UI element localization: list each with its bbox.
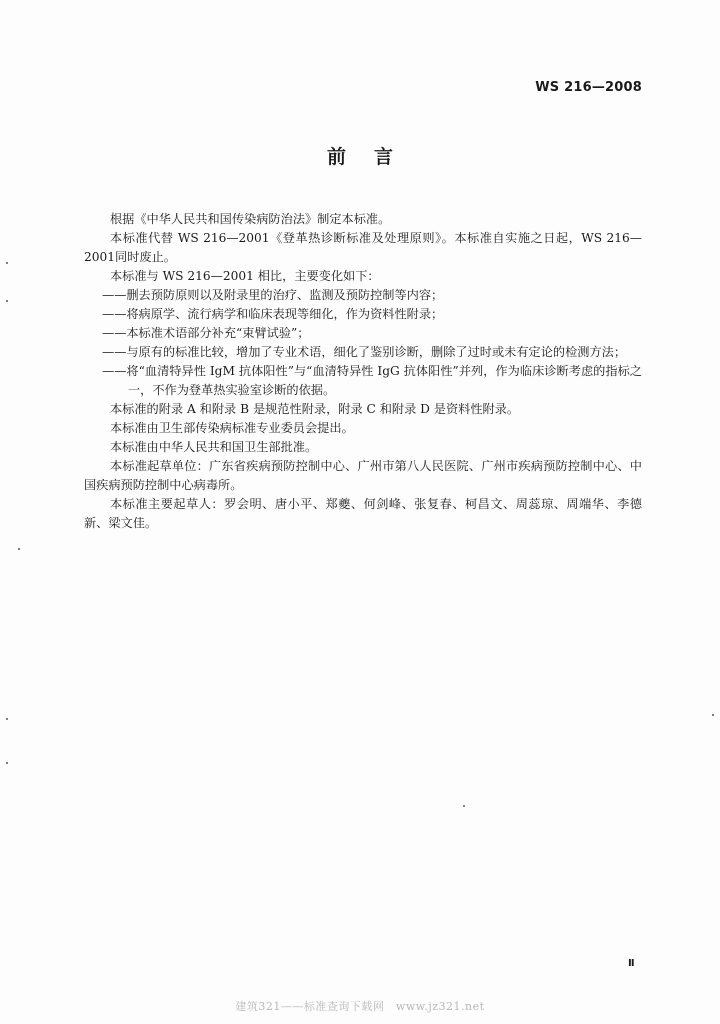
paragraph-approver: 本标准由中华人民共和国卫生部批准。 — [110, 440, 318, 454]
paragraph-replacement: 本标准代替 WS 216—2001《登革热诊断标准及处理原则》。本标准自实施之日起，WS 216—2001同时废止。 — [84, 231, 642, 264]
paragraph-appendix: 本标准的附录 A 和附录 B 是规范性附录，附录 C 和附录 D 是资料性附录。 — [110, 402, 520, 416]
watermark: 建筑321——标准查询下载网 www.jz321.net — [235, 1000, 485, 1013]
change-item: ——将病原学、流行病学和临床表现等细化，作为资料性附录； — [102, 307, 444, 321]
scan-speck — [6, 300, 8, 302]
scan-speck — [6, 718, 8, 720]
change-item: ——本标准术语部分补充“束臂试验”； — [102, 326, 310, 340]
paragraph-proposer: 本标准由卫生部传染病标准专业委员会提出。 — [110, 421, 354, 435]
scan-speck — [463, 805, 465, 807]
page-number: Ⅱ — [628, 958, 635, 969]
change-item: ——将“血清特异性 IgM 抗体阳性”与“血清特异性 IgG 抗体阳性”并列，作为临床诊断考虑的指标之一，不作为登革热实验室诊断的依据。 — [102, 364, 642, 397]
standard-code: WS 216—2008 — [535, 80, 642, 95]
paragraph-drafting-units: 本标准起草单位：广东省疾病预防控制中心、广州市第八人民医院、广州市疾病预防控制中心、中国疾病预防控制中心病毒所。 — [84, 459, 642, 492]
page-title: 前言 — [326, 146, 421, 168]
scan-speck — [18, 548, 20, 550]
foreword-body — [84, 210, 642, 533]
scan-speck — [712, 714, 714, 716]
change-item: ——删去预防原则以及附录里的治疗、监测及预防控制等内容； — [102, 288, 444, 302]
scan-speck — [6, 262, 8, 264]
paragraph-changes-intro: 本标准与 WS 216—2001 相比，主要变化如下： — [110, 269, 380, 283]
change-item: ——与原有的标准比较，增加了专业术语，细化了鉴别诊断，删除了过时或未有定论的检测方法； — [102, 345, 627, 359]
scan-speck — [6, 762, 8, 764]
paragraph-basis: 根据《中华人民共和国传染病防治法》制定本标准。 — [110, 212, 391, 226]
paragraph-drafters: 本标准主要起草人：罗会明、唐小平、郑夔、何剑峰、张复春、柯昌文、周蕊琼、周端华、李德新、梁文佳。 — [84, 497, 642, 530]
